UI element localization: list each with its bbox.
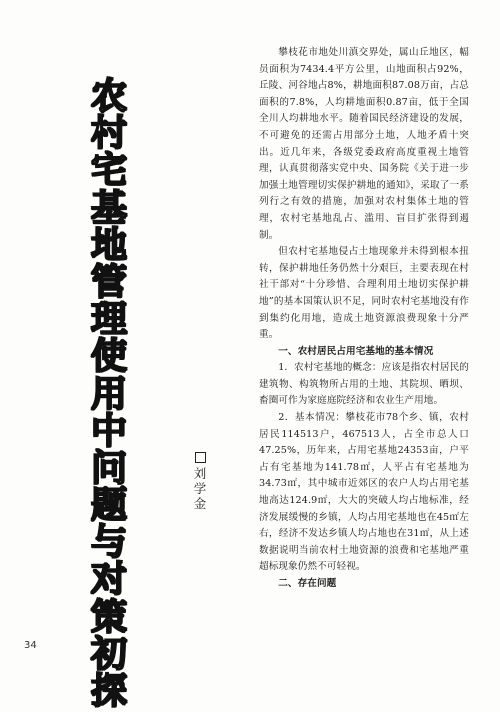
- title-char: 与: [90, 522, 127, 564]
- body-paragraph: 但农村宅基地侵占土地现象并未得到根本扭转，保护耕地任务仍然十分艰巨，主要表现在村社干部对“十分珍惜、合理利用土地切实保护耕地”的基本国策认识不足，同时农村宅基地没有作到集约化用地，造成土地资源浪费现象十分严重。: [259, 246, 469, 341]
- page-number: 34: [24, 640, 37, 651]
- title-char: 探: [90, 671, 127, 712]
- title-char: 使: [90, 336, 127, 378]
- section-heading: 二、存在问题: [278, 578, 337, 589]
- title-char: 中: [90, 410, 127, 452]
- title-char: 题: [90, 485, 127, 527]
- article-title: [84, 78, 134, 710]
- section-heading: 一、农村居民占用宅基地的基本情况: [278, 345, 434, 357]
- title-char: 问: [90, 447, 127, 489]
- author-char: 金: [193, 496, 207, 511]
- title-char: 地: [90, 224, 127, 266]
- title-char: 宅: [90, 150, 127, 192]
- title-char: 对: [90, 559, 127, 601]
- author-char: 学: [193, 481, 207, 496]
- article-body: [259, 45, 469, 593]
- title-char: 用: [90, 373, 127, 415]
- body-paragraph: 攀枝花市地处川滇交界处，属山丘地区，幅员面积为7434.4平方公里，山地面积占92%，丘陵、河谷地占8%，耕地面积87.08万亩，占总面积的7.8%，人均耕地面积0.87亩，低于全国全川人均耕地水平。随着国民经济建设的发展，不可避免的还需占用部分土地，人地矛盾十突出。近几年来，各级党委政府高度重视土地管理，认真贯彻落实党中央、国务院《关于进一步加强土地管理切实保护耕地的通知》，采取了一系列行之有效的措施，加强对农村集体土地的管理，农村宅基地乱占、滥用、盲目扩张得到遏制。: [259, 47, 469, 241]
- title-char: 初: [90, 633, 127, 675]
- author-char: 刘: [193, 466, 207, 481]
- title-char: 理: [90, 299, 127, 341]
- title-char: 策: [90, 596, 127, 638]
- body-paragraph: 2．基本情况：攀枝花市78个乡、镇，农村居民114513户，467513人，占全市总人口47.25%，历年来，占用宅基地24353亩，户平占有宅基地为141.78㎡，人平占有宅基地为34.73㎡，其中城市近郊区的农户人均占用宅基地高达124.9㎡，大大的突破人均占地标准，经济发展缓慢的乡镇，人均占用宅基地也在45㎡左右，经济不发达乡镇人均占地也在31㎡，从上述数据说明当前农村土地资源的浪费和宅基地严重超标现象仍然不可轻视。: [259, 412, 469, 573]
- author-byline: [192, 452, 208, 511]
- title-char: 基: [90, 187, 127, 229]
- title-char: 村: [90, 113, 127, 155]
- body-paragraph: 1．农村宅基地的概念：应该是指农村居民的建筑物、构筑物所占用的土地、其院坝、晒坝、畜圈可作为家庭庭院经济和农业生产用地。: [259, 362, 469, 407]
- title-char: 管: [90, 261, 127, 303]
- square-marker-icon: [195, 452, 206, 463]
- title-char: 农: [90, 76, 127, 117]
